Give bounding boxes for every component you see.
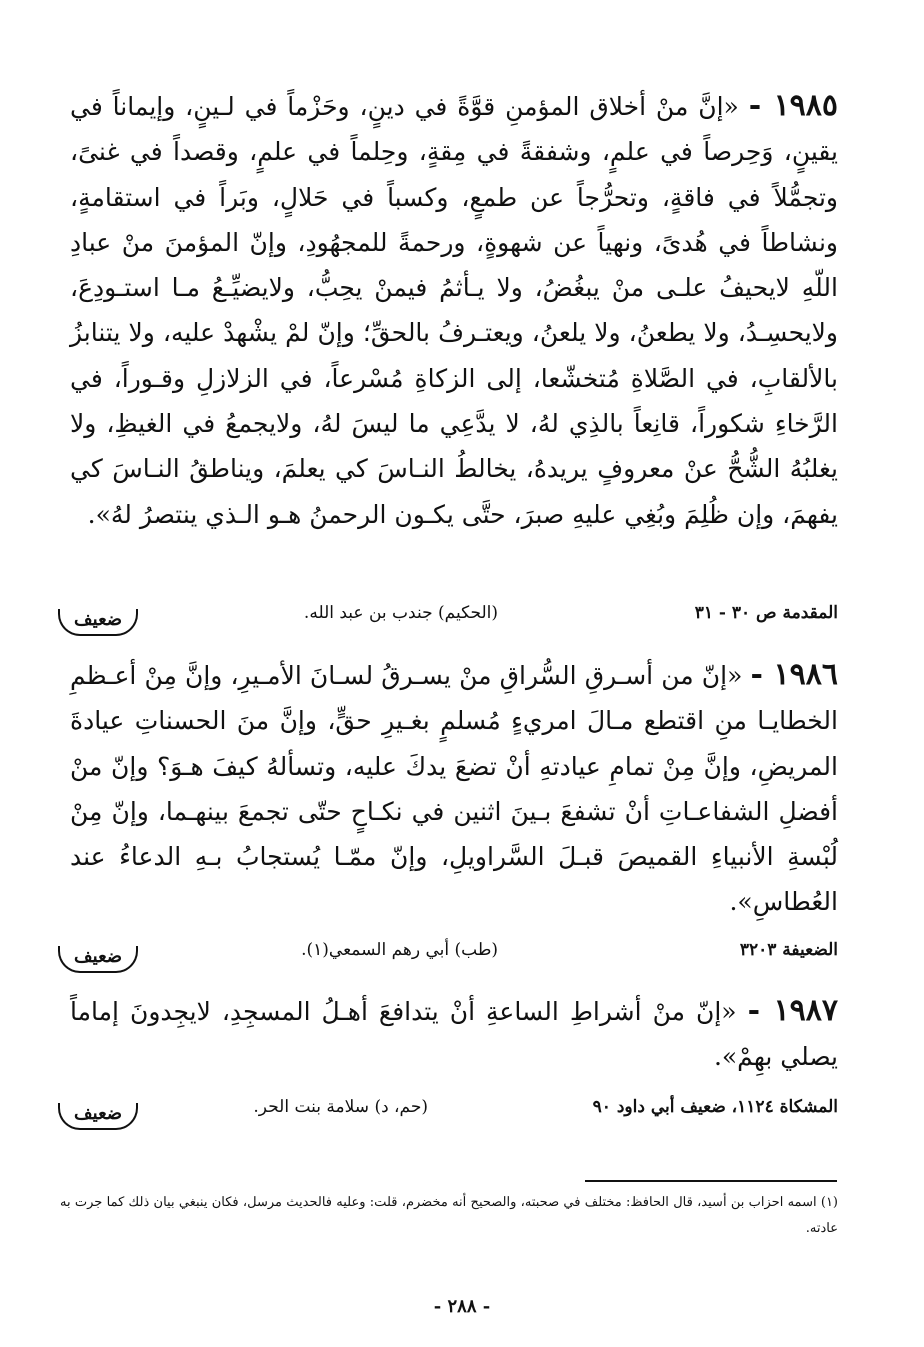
grade-badge: ضعيف xyxy=(58,609,138,636)
narrator: (الحكيم) جندب بن عبد الله. xyxy=(303,603,498,623)
grade-badge: ضعيف xyxy=(58,1103,138,1130)
grade-badge: ضعيف xyxy=(58,946,138,973)
reference: المشكاة ١١٢٤، ضعيف أبي داود ٩٠ xyxy=(592,1097,838,1117)
hadith-1986 xyxy=(70,652,838,925)
source-row-1986 xyxy=(70,940,838,980)
hadith-number: ١٩٨٧ - xyxy=(747,993,838,1028)
hadith-text: «إنّ منْ أشراطِ الساعةِ أنْ يتدافعَ أهـلُ المسجِدِ، لايجِدونَ إماماً يصلي بهِمْ». xyxy=(70,997,838,1072)
source-row-1985 xyxy=(70,603,838,643)
hadith-1987 xyxy=(70,988,838,1080)
footnote: (١) اسمه احزاب بن أسيد، قال الحافظ: مختلف في صحبته، والصحيح أنه مخضرم، قلت: وعليه فالحديث مرسل، فكان ينبغي بيان ذلك كما جرت به عادته. xyxy=(60,1195,838,1236)
reference: المقدمة ص ٣٠ - ٣١ xyxy=(694,603,838,623)
hadith-number: ١٩٨٥ - xyxy=(748,88,839,123)
hadith-number: ١٩٨٦ - xyxy=(750,657,838,692)
narrator: (طب) أبي رهم السمعي(١). xyxy=(301,940,498,960)
hadith-1985 xyxy=(70,83,838,537)
footnote-divider xyxy=(585,1180,837,1182)
hadith-text: «إنَّ منْ أخلاق المؤمنِ قوَّةً في دينٍ، وحَزْماً في لـينٍ، وإيماناً في يقينٍ، وَحِرصاً في علمٍ، وشفقةً في مِقةٍ، وحِلماً في علمٍ، وقصداً في غنىً، وتجمُّلاً في فاقةٍ، وتحرُّجاً عن طمعٍ، وكسباً في حَلالٍ، وبَراً في استقامةٍ، ونشاطاً في هُدىً، ونهياً عن شهوةٍ، ورحمةً للمجهُودِ، وإنّ المؤمنَ منْ عبادِ اللّهِ لايحيفُ علـى منْ يبغُضُ، ولا يـأثمُ فيمنْ يحِبُّ، ولايضيِّـعُ مـا استـودِعَ، ولايحسِـدُ، ولا يطعنُ، ولا يلعنُ، ويعتـرفُ بالحقِّ؛ وإنّ لمْ يشْهدْ عليه، ولا يتنابزُ بالألقابِ، في الصَّلاةِ مُتخشّعا، إلى الزكاةِ مُسْرعاً، في الزلازلِ وقـوراً، في الرَّخاءِ شكوراً، قانِعاً بالذِي لهُ، لا يدَّعِي ما ليسَ لهُ، ولايجمعُ في الغيظِ، ولا يغلبُهُ الشُّحُّ عنْ معروفٍ يريدهُ، يخالطُ النـاسَ كي يعلمَ، ويناطقُ النـاسَ كي يفهمَ، وإن ظُلِمَ وبُغِي عليهِ صبرَ، حتَّى يكـون الرحمنُ هـو الـذي ينتصرُ لهُ». xyxy=(70,92,838,529)
narrator: (حم، د) سلامة بنت الحر. xyxy=(253,1097,428,1117)
page-number: - ٢٨٨ - xyxy=(433,1296,491,1317)
reference: الضعيفة ٣٢٠٣ xyxy=(739,940,838,960)
hadith-text: «إنّ من أسـرقِ السُّراقِ منْ يسـرقُ لسـانَ الأمـيرِ، وإنَّ مِنْ أعـظمِ الخطايـا منِ اقتطع مـالَ امريءٍ مُسلمٍ بغـيرِ حقٍّ، وإنَّ منَ الحسناتِ عيادةَ المريضِ، وإنَّ مِنْ تمامِ عيادتهِ أنْ تضعَ يدكَ عليه، وتسألهُ كيفَ هـوَ؟ وإنّ منْ أفضلِ الشفاعـاتِ أنْ تشفعَ بـينَ اثنين في نكـاحٍ حتّى تجمعَ بينهـما، وإنّ مِنْ لُبْسةِ الأنبياءِ القميصَ قبـلَ السَّراويلِ، وإنّ ممّـا يُستجابُ بـهِ الدعاءُ عند العُطاسِ». xyxy=(70,661,838,917)
source-row-1987 xyxy=(70,1097,838,1137)
